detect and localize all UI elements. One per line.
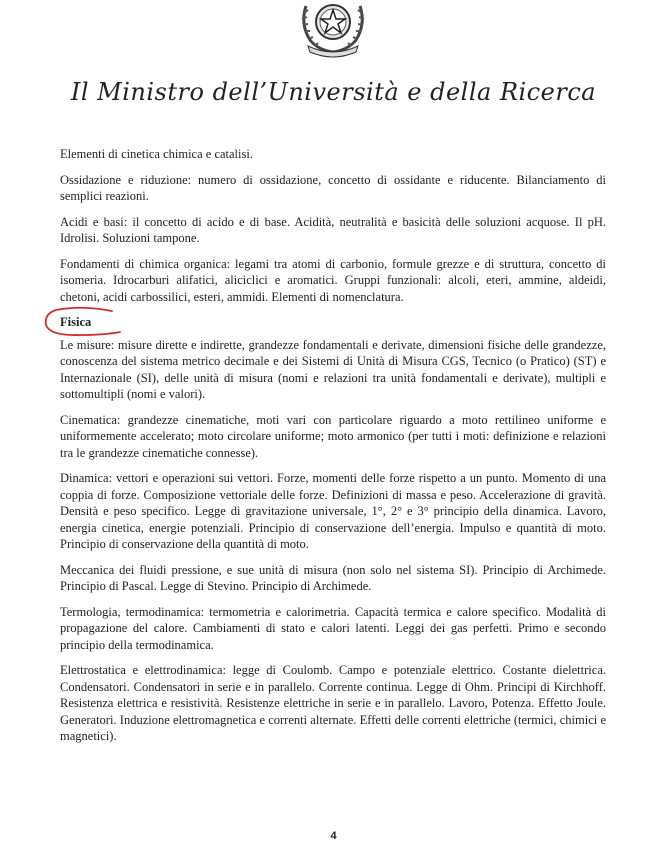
paragraph: Fondamenti di chimica organica: legami tra atomi di carbonio, formule grezze e di struttura, concetto di isomeria. Idrocarburi alifatici, aliciclici e aromatici. Gruppi funzionali: alcoli, eteri, ammine, aldeidi, chetoni, acidi carbossilici, esteri, ammidi. Elementi di nomenclatura. [60, 256, 606, 304]
paragraph: Termologia, termodinamica: termometria e calorimetria. Capacità termica e calore specifico. Modalità di propagazione del calore. Cambiamenti di stato e calori latenti. Leggi dei gas perfetti. Primo e secondo principio della termodinamica. [60, 604, 606, 652]
paragraph: Elettrostatica e elettrodinamica: legge di Coulomb. Campo e potenziale elettrico. Costante dielettrica. Condensatori. Condensatori in serie e in parallelo. Corrente continua. Legge di Ohm. Principi di Kirchhoff. Resistenza elettrica e resistività. Resistenze elettriche in serie e in parallelo. Lavoro, Potenza. Effetto Joule. Generatori. Induzione elettromagnetica e correnti alternate. Effetti delle correnti elettriche (termici, chimici e magnetici). [60, 663, 606, 743]
republic-emblem-icon [296, 0, 370, 58]
paragraph: Acidi e basi: il concetto di acido e di base. Acidità, neutralità e basicità delle soluzioni acquose. Il pH. Idrolisi. Soluzioni tampone. [60, 214, 606, 245]
ministry-title: Il Ministro dell’Università e della Ricerca [70, 78, 597, 106]
page-number: 4 [330, 830, 337, 842]
paragraph: Meccanica dei fluidi pressione, e sue unità di misura (non solo nel sistema SI). Principio di Archimede. Principio di Pascal. Legge di Stevino. Principio di Archimede. [60, 562, 606, 593]
paragraph: Cinematica: grandezze cinematiche, moti vari con particolare riguardo a moto rettilineo uniforme e uniformemente accelerato; moto circolare uniforme; moto armonico (per tutti i moti: definizione e relazioni tra le grandezze cinematiche connesse). [60, 412, 606, 460]
paragraph: Le misure: misure dirette e indirette, grandezze fondamentali e derivate, dimensioni fisiche delle grandezze, conoscenza del sistema metrico decimale e dei Sistemi di Unità di Misura CGS, Tecnico (o Pratico) (ST) e Internazionale (SI), delle unità di misura (nomi e relazioni tra unità fondamentali e derivate), multipli e sottomultipli (nomi e valori). [60, 337, 606, 401]
paragraph: Dinamica: vettori e operazioni sui vettori. Forze, momenti delle forze rispetto a un punto. Momento di una coppia di forze. Composizione vettoriale delle forze. Definizioni di massa e peso. Accelerazione di gravità. Densità e peso specifico. Legge di gravitazione universale, 1°, 2° e 3° principio della dinamica. Lavoro, energia cinetica, energie potenziali. Principio di conservazione dell’energia. Impulso e quantità di moto. Principio di conservazione della quantità di moto. [60, 471, 606, 551]
section-heading-label: Fisica [60, 315, 92, 329]
section-heading-fisica [60, 314, 91, 331]
paragraph: Ossidazione e riduzione: numero di ossidazione, concetto di ossidante e riducente. Bilanciamento di semplici reazioni. [60, 172, 606, 203]
paragraph: Elementi di cinetica chimica e catalisi. [60, 147, 253, 161]
document-body [60, 146, 606, 754]
